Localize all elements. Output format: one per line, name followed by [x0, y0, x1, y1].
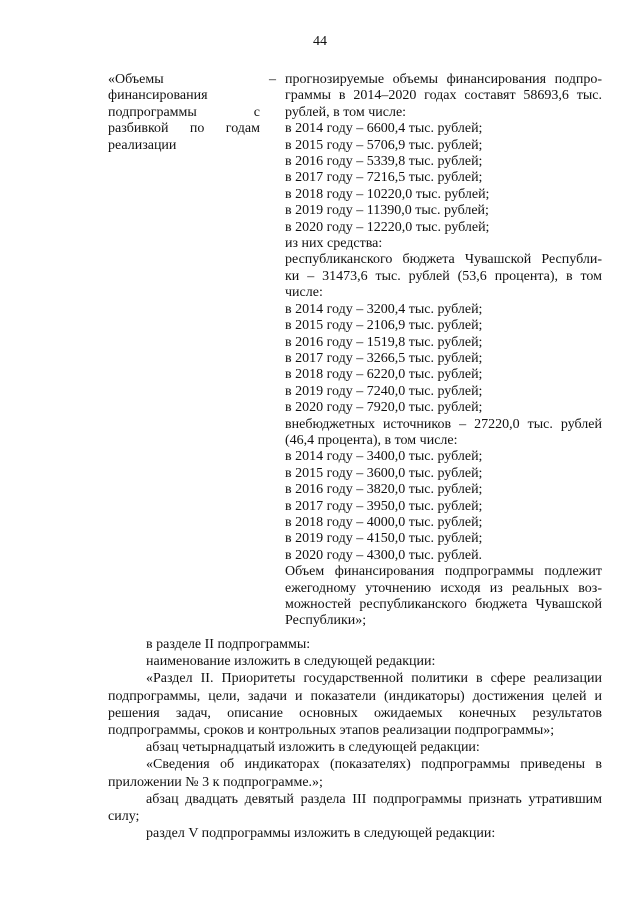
passport-value-line: в 2017 году – 3266,5 тыс. рублей;	[285, 350, 483, 366]
passport-value-line: числе:	[285, 285, 323, 301]
passport-value-line: в 2019 году – 11390,0 тыс. рублей;	[285, 203, 489, 219]
passport-value-line: граммы в 2014–2020 годах составят 58693,6 тыс.	[285, 88, 602, 104]
body-paragraph: наименование изложить в следующей редакции:	[146, 654, 436, 670]
passport-value-line: в 2016 году – 3820,0 тыс. рублей;	[285, 482, 483, 498]
passport-value-line: в 2016 году – 1519,8 тыс. рублей;	[285, 334, 483, 350]
passport-value-line: в 2018 году – 10220,0 тыс. рублей;	[285, 186, 490, 202]
passport-value-line: ежегодному уточнению исходя из реальных воз-	[285, 580, 602, 596]
passport-value	[285, 72, 602, 630]
body-text	[108, 636, 602, 842]
passport-value-line: Объем финансирования подпрограммы подлежит	[285, 564, 602, 580]
passport-value-line: в 2014 году – 3400,0 тыс. рублей;	[285, 449, 483, 465]
body-paragraph: в разделе II подпрограммы:	[146, 637, 311, 652]
passport-value-line: в 2015 году – 3600,0 тыс. рублей;	[285, 465, 483, 481]
passport-value-line: в 2020 году – 4300,0 тыс. рублей.	[285, 547, 483, 563]
body-paragraph: раздел V подпрограммы изложить в следующей редакции:	[146, 826, 496, 842]
passport-value-line: (46,4 процента), в том числе:	[285, 432, 458, 448]
passport-value-line: в 2014 году – 3200,4 тыс. рублей;	[285, 301, 483, 317]
passport-value-line: в 2019 году – 4150,0 тыс. рублей;	[285, 531, 483, 547]
passport-label: «Объемы финансирования подпрограммы с разбивкой по годам реализации	[108, 72, 260, 153]
passport-value-line: в 2018 году – 6220,0 тыс. рублей;	[285, 367, 483, 383]
passport-value-line: в 2020 году – 7920,0 тыс. рублей;	[285, 400, 483, 416]
passport-value-line: Республики»;	[285, 613, 367, 629]
passport-value-line: в 2019 году – 7240,0 тыс. рублей;	[285, 383, 483, 399]
passport-value-line: в 2015 году – 5706,9 тыс. рублей;	[285, 137, 483, 153]
body-paragraph: «Раздел II. Приоритеты государственной политики в сфере реализации подпрограммы, цели, задачи и показатели (индикаторы) достижения целей и решения задач, описание основных ожидаемых конечных результатов подпрограммы, сроков и контрольных этапов реализации подпрограммы»;	[108, 671, 602, 739]
body-paragraph: «Сведения об индикаторах (показателях) подпрограммы приведены в приложении № 3 к подпрограмме.»;	[108, 757, 602, 790]
passport-value-line: в 2014 году – 6600,4 тыс. рублей;	[285, 121, 483, 137]
passport-value-line: в 2015 году – 2106,9 тыс. рублей;	[285, 318, 483, 334]
body-paragraph: абзац двадцать девятый раздела III подпрограммы признать утратившим силу;	[108, 791, 602, 825]
passport-value-line: в 2020 году – 12220,0 тыс. рублей;	[285, 219, 490, 235]
passport-value-line: в 2017 году – 3950,0 тыс. рублей;	[285, 498, 483, 514]
passport-value-line: прогнозируемые объемы финансирования подпро-	[285, 72, 602, 87]
passport-value-line: рублей, в том числе:	[285, 104, 407, 120]
passport-value-line: в 2017 году – 7216,5 тыс. рублей;	[285, 170, 483, 186]
body-paragraph: абзац четырнадцатый изложить в следующей редакции:	[146, 740, 480, 756]
page-number: 44	[313, 34, 327, 49]
passport-value-line: ки – 31473,6 тыс. рублей (53,6 процента), в том	[285, 268, 602, 284]
passport-value-line: республиканского бюджета Чувашской Республи-	[285, 252, 602, 268]
passport-dash: –	[269, 72, 276, 87]
passport-value-line: можностей республиканского бюджета Чувашской	[285, 597, 602, 612]
passport-value-line: в 2016 году – 5339,8 тыс. рублей;	[285, 154, 483, 170]
passport-row	[108, 72, 602, 630]
passport-value-line: внебюджетных источников – 27220,0 тыс. рублей	[285, 416, 602, 432]
passport-value-line: в 2018 году – 4000,0 тыс. рублей;	[285, 514, 483, 530]
passport-value-line: из них средства:	[285, 236, 383, 252]
